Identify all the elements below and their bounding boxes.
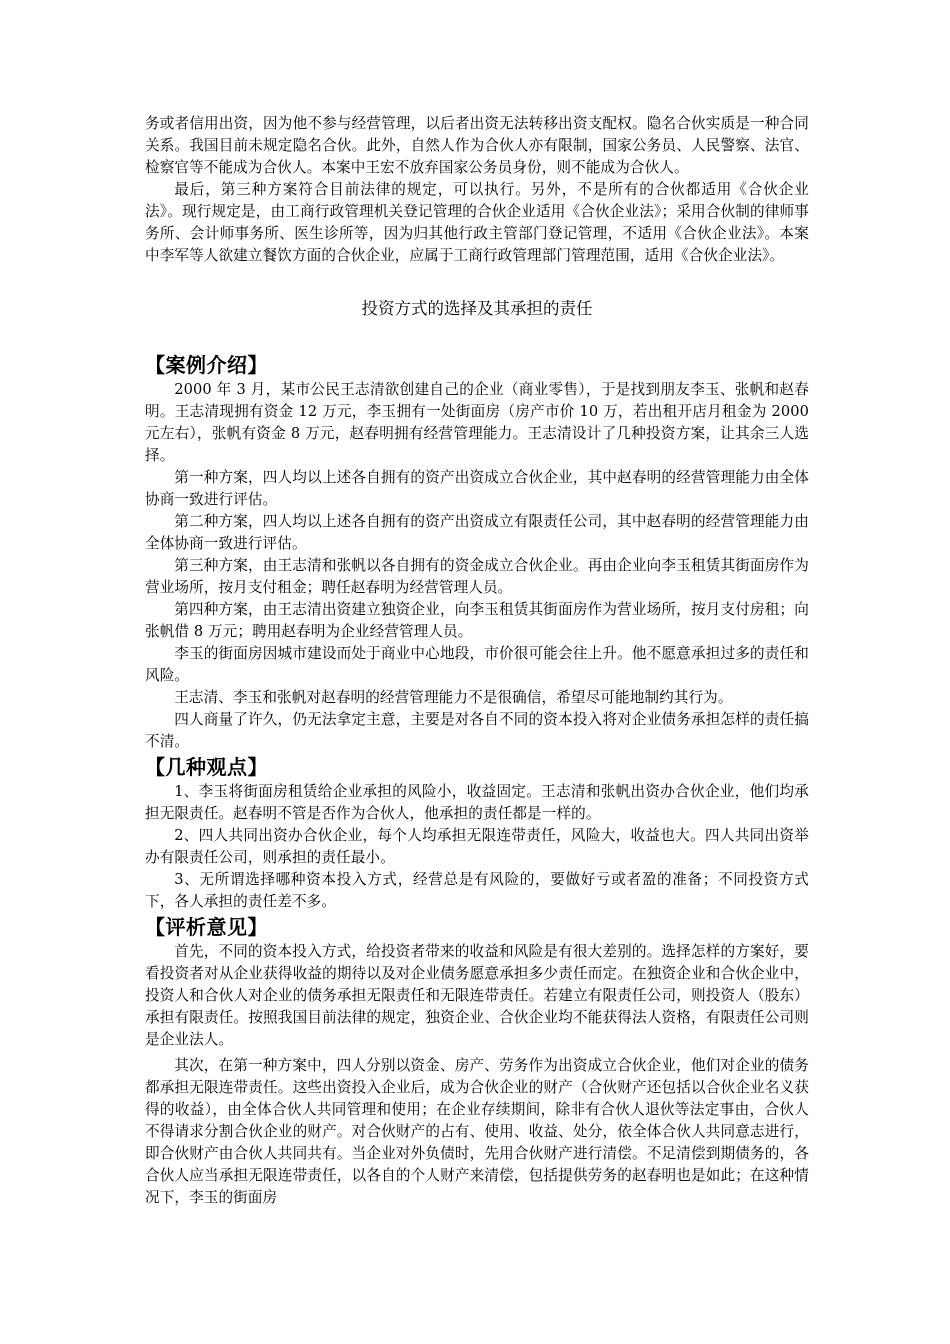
analysis-paragraph: 首先，不同的资本投入方式，给投资者带来的收益和风险是有很大差别的。选择怎样的方案好，要看投资者对从企业获得收益的期待以及对企业债务愿意承担多少责任而定。在独资企业和合伙企业中，投资人和合伙人对企业的债务承担无限责任和无限连带责任。若建立有限责任公司，则投资人（股东）承担有限责任。按照我国目前法律的规定，独资企业、合伙企业均不能获得法人资格，有限责任公司则是企业法人。 — [145, 943, 809, 1048]
document-page — [145, 113, 809, 1209]
case-paragraph: 2000 年 3 月，某市公民王志清欲创建自己的企业（商业零售），于是找到朋友李玉、张帆和赵春明。王志清现拥有资金 12 万元，李玉拥有一处街面房（房产市价 10 万，若出租开店月租金为 2000 元左右），张帆有资金 8 万元，赵春明拥有经营管理能力。王志清设计了几种投资方案，让其余三人选择。 — [145, 381, 809, 464]
views-paragraph: 2、四人共同出资办合伙企业，每个人均承担无限连带责任，风险大，收益也大。四人共同出资举办有限责任公司，则承担的责任最小。 — [145, 827, 809, 866]
case-paragraph: 第二种方案，四人均以上述各自拥有的资产出资成立有限责任公司，其中赵春明的经营管理能力由全体协商一致进行评估。 — [145, 513, 809, 552]
case-paragraph: 王志清、李玉和张帆对赵春明的经营管理能力不是很确信，希望尽可能地制约其行为。 — [174, 689, 733, 706]
document-title: 投资方式的选择及其承担的责任 — [361, 299, 593, 318]
case-paragraph: 第四种方案，由王志清出资建立独资企业，向李玉租赁其街面房作为营业场所，按月支付房租；向张帆借 8 万元；聘用赵春明为企业经营管理人员。 — [145, 601, 809, 640]
case-paragraph: 第一种方案，四人均以上述各自拥有的资产出资成立合伙企业，其中赵春明的经营管理能力由全体协商一致进行评估。 — [145, 469, 809, 508]
section-heading-case: 【案例介绍】 — [145, 353, 268, 377]
intro-paragraph: 务或者信用出资，因为他不参与经营管理，以后者出资无法转移出资支配权。隐名合伙实质是一种合同关系。我国目前未规定隐名合伙。此外，自然人作为合伙人亦有限制，国家公务员、人民警察、法官、检察官等不能成为合伙人。本案中王宏不放弃国家公务员身份，则不能成为合伙人。 — [145, 115, 809, 176]
intro-paragraph: 最后，第三种方案符合目前法律的规定，可以执行。另外，不是所有的合伙都适用《合伙企业法》。现行规定是，由工商行政管理机关登记管理的合伙企业适用《合伙企业法》；采用合伙制的律师事务所、会计师事务所、医生诊所等，因为归其他行政主管部门登记管理，不适用《合伙企业法》。本案中李军等人欲建立餐饮方面的合伙企业，应属于工商行政管理部门管理范围，适用《合伙企业法》。 — [145, 181, 809, 264]
case-paragraph: 第三种方案，由王志清和张帆以各自拥有的资金成立合伙企业。再由企业向李玉租赁其街面房作为营业场所，按月支付租金；聘任赵春明为经营管理人员。 — [145, 557, 809, 596]
analysis-paragraph: 其次，在第一种方案中，四人分别以资金、房产、劳务作为出资成立合伙企业，他们对企业的债务都承担无限连带责任。这些出资投入企业后，成为合伙企业的财产（合伙财产还包括以合伙企业名义获得的收益），由全体合伙人共同管理和使用；在企业存续期间，除非有合伙人退伙等法定事由，合伙人不得请求分割合伙企业的财产。对合伙财产的占有、使用、收益、处分，依全体合伙人共同意志进行，即合伙财产由合伙人共同共有。当企业对外负债时，先用合伙财产进行清偿。不足清偿到期债务的，各合伙人应当承担无限连带责任，以各自的个人财产来清偿，包括提供劳务的赵春明也是如此；在这种情况下，李玉的街面房 — [145, 1057, 809, 1206]
case-paragraph: 李玉的街面房因城市建设而处于商业中心地段，市价很可能会往上升。他不愿意承担过多的责任和风险。 — [145, 645, 809, 684]
section-heading-views: 【几种观点】 — [145, 755, 268, 779]
case-paragraph: 四人商量了许久，仍无法拿定主意，主要是对各自不同的资本投入将对企业债务承担怎样的责任搞不清。 — [145, 711, 809, 750]
section-heading-analysis: 【评析意见】 — [145, 915, 268, 939]
views-paragraph: 1、李玉将街面房租赁给企业承担的风险小，收益固定。王志清和张帆出资办合伙企业，他们均承担无限责任。赵春明不管是否作为合伙人，他承担的责任都是一样的。 — [145, 783, 809, 822]
views-paragraph: 3、无所谓选择哪种资本投入方式，经营总是有风险的，要做好亏或者盈的准备；不同投资方式下，各人承担的责任差不多。 — [145, 871, 809, 910]
